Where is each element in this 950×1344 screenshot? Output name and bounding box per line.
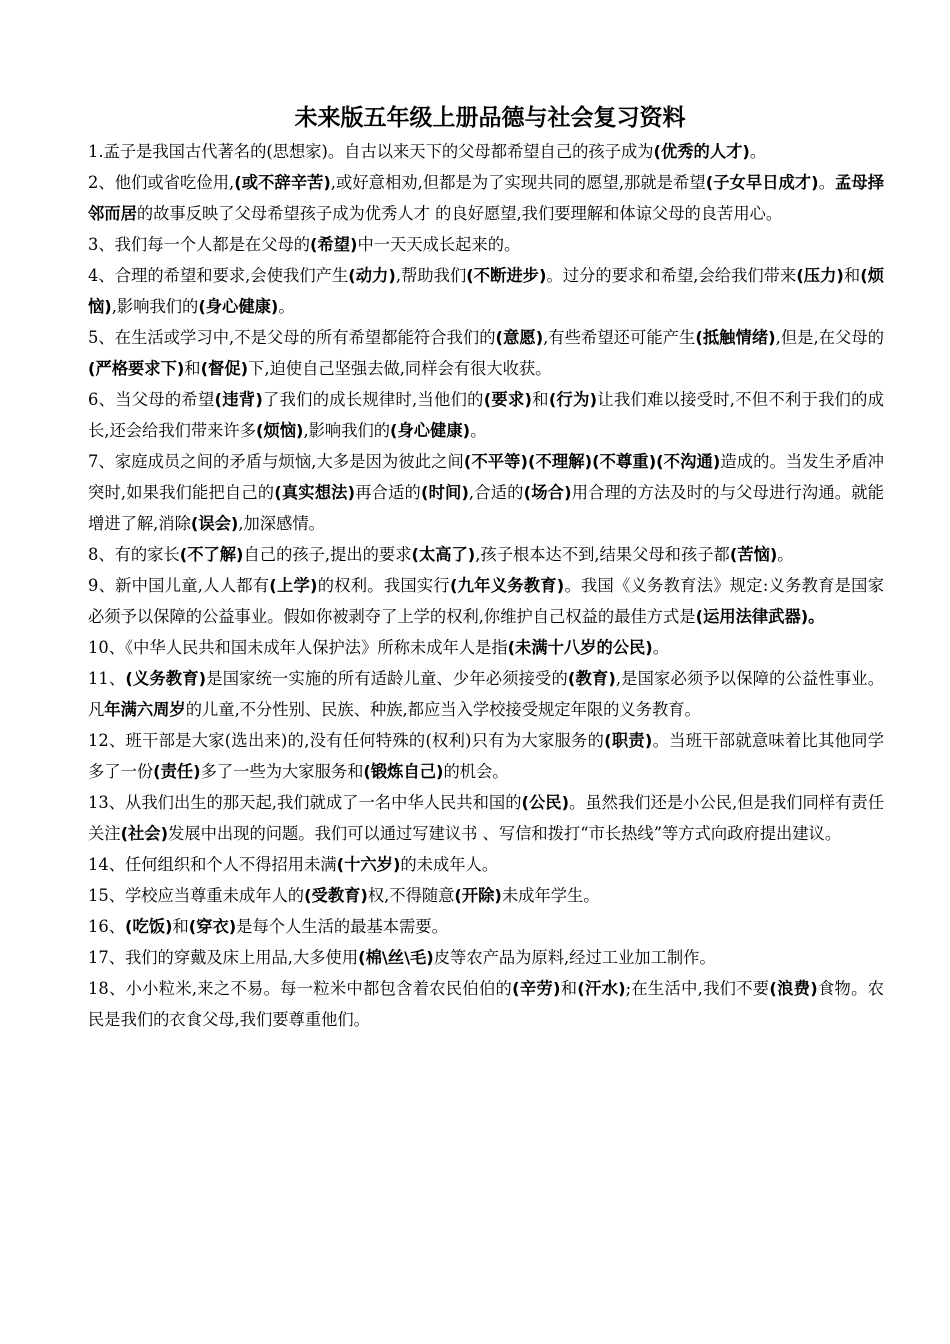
item-text: 。	[470, 421, 487, 440]
answer-text: (优秀的人才)	[653, 142, 750, 161]
answer-text: (锻炼自己)	[363, 762, 444, 781]
item-text: 10、《中华人民共和国未成年人保护法》所称未成年人是指	[88, 638, 508, 657]
answer-text: (九年义务教育)	[449, 576, 565, 595]
answer-text: (场合)	[523, 483, 572, 502]
answer-text: (义务教育)	[125, 669, 207, 688]
review-item	[88, 322, 884, 384]
answer-text: (烦恼)	[256, 421, 304, 440]
item-text: 发展中出现的问题。我们可以通过写建议书 、写信和拨打“市长热线”等方式向政府提出建议。	[168, 824, 842, 843]
review-item	[88, 229, 884, 260]
answer-text: (穿衣)	[188, 917, 237, 936]
item-text: 是每个人生活的最基本需要。	[236, 917, 448, 936]
item-text: 是国家统一实施的所有适龄儿童、少年必须接受的	[206, 669, 568, 688]
answer-text: (浪费)	[769, 979, 818, 998]
answer-text: (开除)	[454, 886, 502, 905]
item-text: 8、有的家长	[88, 545, 180, 564]
item-text: 权,不得随意	[367, 886, 455, 905]
review-item	[88, 539, 884, 570]
item-text: 13、从我们出生的那天起,我们就成了一名中华人民共和国的	[88, 793, 522, 812]
item-text: 的机会。	[443, 762, 509, 781]
item-text: 12、班干部是大家(选出来)的,没有任何特殊的(权利)只有为大家服务的	[88, 731, 605, 750]
item-text: 和	[184, 359, 201, 378]
answer-text: (苦恼)	[729, 545, 778, 564]
review-item	[88, 787, 884, 849]
review-item	[88, 632, 884, 663]
item-text: 7、家庭成员之间的矛盾与烦恼,大多是因为彼此之间	[88, 452, 464, 471]
item-text: ,影响我们的	[303, 421, 391, 440]
answer-text: (要求)	[483, 390, 532, 409]
answer-text: (棉\丝\毛)	[358, 948, 434, 967]
item-text: ,孩子根本达不到,结果父母和孩子都	[475, 545, 730, 564]
answer-text: (身心健康)	[390, 421, 471, 440]
item-text: 5、在生活或学习中,不是父母的所有希望都能符合我们的	[88, 328, 496, 347]
answer-text: (上学)	[269, 576, 318, 595]
item-text: ,加深感情。	[238, 514, 325, 533]
item-text: 自己的孩子,提出的要求	[243, 545, 412, 564]
item-text: 未成年学生。	[501, 886, 600, 905]
item-text: 食物。农民是我们的衣食父母,我们要尊重他们。	[88, 979, 884, 1029]
review-item	[88, 167, 884, 229]
item-text: 16、	[88, 917, 125, 936]
item-text: 的故事反映了父母希望孩子成为优秀人才 的良好愿望,我们要理解和体谅父母的良苦用心。	[136, 204, 783, 223]
answer-text: (子女早日成才)	[705, 173, 819, 192]
item-text: 。虽然我们还是小公民,但是我们同样有责任关注	[88, 793, 884, 843]
item-text: 1.孟子是我国古代著名的(思想家)。自古以来天下的父母都希望自己的孩子成为	[88, 142, 654, 161]
answer-text: (不平等)(不理解)(不尊重)(不沟通)	[463, 452, 721, 471]
review-item	[88, 570, 884, 632]
review-item	[88, 384, 884, 446]
answer-text: 孟母择邻而居	[88, 173, 884, 223]
item-text: 用合理的方法及时的与父母进行沟通。就能增进了解,消除	[88, 483, 884, 533]
review-item	[88, 973, 884, 1035]
item-text: ,合适的	[468, 483, 524, 502]
answer-text: (教育)	[567, 669, 616, 688]
item-text: 和	[172, 917, 189, 936]
answer-text: (职责)	[604, 731, 653, 750]
item-text: 的未成年人。	[400, 855, 499, 874]
item-text: 。	[278, 297, 295, 316]
answer-text: (真实想法)	[274, 483, 356, 502]
answer-text: (责任)	[153, 762, 201, 781]
item-text: 17、我们的穿戴及床上用品,大多使用	[88, 948, 359, 967]
answer-text: (太高了)	[411, 545, 476, 564]
answer-text: (误会)	[190, 514, 239, 533]
answer-text: (意愿)	[495, 328, 544, 347]
item-text: 和	[560, 979, 578, 998]
answer-text: (希望)	[310, 235, 358, 254]
item-text: 。	[652, 638, 670, 657]
item-text: 。	[818, 173, 836, 192]
document-title: 未来版五年级上册品德与社会复习资料	[294, 105, 686, 131]
answer-text: (身心健康)	[198, 297, 279, 316]
item-text: ,是国家必须予以保障的公益性事业。凡	[88, 669, 884, 719]
item-text: 让我们难以接受时,不但不利于我们的成长,还会给我们带来许多	[88, 390, 884, 440]
answer-text: (烦恼)	[88, 266, 884, 316]
item-text: 和	[531, 390, 549, 409]
answer-text: (违背)	[214, 390, 263, 409]
answer-text: (督促)	[200, 359, 249, 378]
item-text: 中一天天成长起来的。	[357, 235, 521, 254]
item-text: ,帮助我们	[395, 266, 467, 285]
review-item	[88, 136, 884, 167]
item-text: 18、小小粒米,来之不易。每一粒米中都包含着农民伯伯的	[88, 979, 513, 998]
review-item-list	[88, 136, 884, 1035]
item-text: ,但是,在父母的	[775, 328, 884, 347]
item-text: 皮等农产品为原料,经过工业加工制作。	[433, 948, 716, 967]
answer-text: (或不辞辛苦)	[234, 173, 331, 192]
answer-text: (未满十八岁的公民)	[507, 638, 653, 657]
answer-text: (压力)	[796, 266, 844, 285]
review-item	[88, 725, 884, 787]
answer-text: (吃饭)	[125, 917, 173, 936]
item-text: 3、我们每一个人都是在父母的	[88, 235, 311, 254]
item-text: 。	[777, 545, 794, 564]
item-text: 11、	[88, 669, 126, 688]
item-text: 。	[749, 142, 767, 161]
item-text: ,有些希望还可能产生	[543, 328, 696, 347]
item-text: 14、任何组织和个人不得招用未满	[88, 855, 337, 874]
review-item	[88, 880, 884, 911]
answer-text: (十六岁)	[336, 855, 401, 874]
answer-text: (受教育)	[304, 886, 368, 905]
item-text: 4、合理的希望和要求,会使我们产生	[88, 266, 349, 285]
answer-text: (汗水)	[577, 979, 626, 998]
item-text: 多了一些为大家服务和	[200, 762, 364, 781]
answer-text: (运用法律武器)。	[695, 607, 825, 626]
item-text: ;在生活中,我们不要	[625, 979, 770, 998]
answer-text: (动力)	[348, 266, 396, 285]
item-text: 15、学校应当尊重未成年人的	[88, 886, 305, 905]
item-text: 。当班干部就意味着比其他同学多了一份	[88, 731, 884, 781]
answer-text: (社会)	[120, 824, 169, 843]
item-text: 的权利。我国实行	[317, 576, 450, 595]
item-text: 。我国《义务教育法》规定:义务教育是国家必须予以保障的公益事业。假如你被剥夺了上学的权利,你维护自己权益的最佳方式是	[88, 576, 884, 626]
item-text: 。过分的要求和希望,会给我们带来	[546, 266, 797, 285]
item-text: 了我们的成长规律时,当他们的	[262, 390, 484, 409]
review-item	[88, 446, 884, 539]
item-text: 6、当父母的希望	[88, 390, 215, 409]
answer-text: (辛劳)	[512, 979, 561, 998]
review-item	[88, 663, 884, 725]
answer-text: (抵触情绪)	[695, 328, 776, 347]
document-page	[88, 100, 884, 1035]
item-text: ,影响我们的	[111, 297, 199, 316]
review-item	[88, 942, 884, 973]
review-item	[88, 849, 884, 880]
review-item	[88, 260, 884, 322]
answer-text: 年满六周岁	[104, 700, 186, 719]
answer-text: (公民)	[521, 793, 570, 812]
item-text: 下,迫使自己坚强去做,同样会有很大收获。	[248, 359, 552, 378]
item-text: 的儿童,不分性别、民族、种族,都应当入学校接受规定年限的义务教育。	[185, 700, 701, 719]
answer-text: (不断进步)	[466, 266, 547, 285]
answer-text: (时间)	[420, 483, 469, 502]
item-text: ,或好意相劝,但都是为了实现共同的愿望,那就是希望	[330, 173, 706, 192]
item-text: 2、他们或省吃俭用,	[88, 173, 235, 192]
answer-text: (不了解)	[179, 545, 244, 564]
item-text: 再合适的	[355, 483, 421, 502]
item-text: 9、新中国儿童,人人都有	[88, 576, 270, 595]
item-text: 和	[843, 266, 861, 285]
answer-text: (行为)	[548, 390, 598, 409]
answer-text: (严格要求下)	[88, 359, 185, 378]
item-text: 造成的。当发生矛盾冲突时,如果我们能把自己的	[88, 452, 884, 502]
review-item	[88, 911, 884, 942]
